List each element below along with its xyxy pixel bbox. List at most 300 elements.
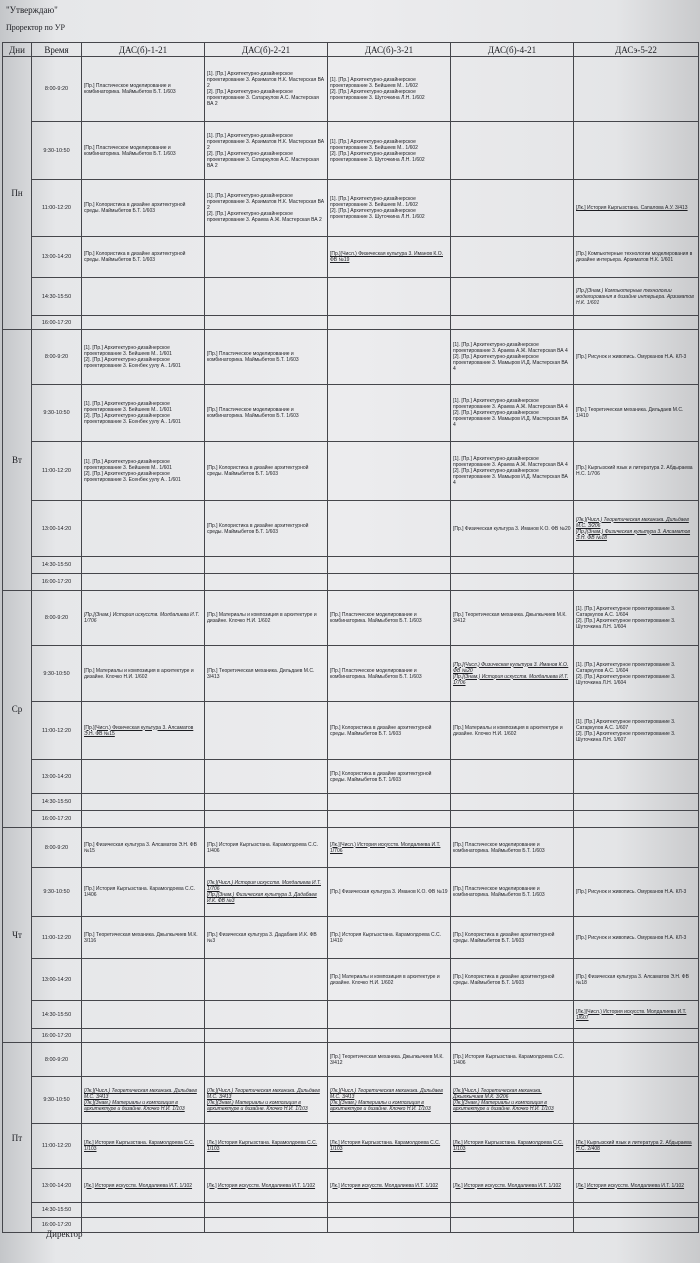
schedule-row (3, 180, 699, 237)
lesson-text: [1]. [Пр.] Архитектурно-дизайнерское проектирование 3. Бейшеев М.. 1/602 [2]. [Пр.] Архитектурно-дизайнерское проектирование 3. Шуточкина Л.Н. 1/602 (330, 196, 425, 220)
lesson-text: [1]. [Пр.] Архитектурно-дизайнерское проектирование 3. Бейшеев М.. 1/601 [2]. [Пр.] Архитектурно-дизайнерское проектирование 3. Есенбек уулу А.. 1/601 (84, 459, 181, 483)
lesson-text: [Пр.] Теоретическая механика. Джылкычиев М.К. 3/412 (330, 1053, 444, 1066)
lesson-text: [Лк.] История искусств. Молдалиева И.Т. 1/102 (576, 1182, 685, 1189)
lesson-text: [Лк.] История искусств. Молдалиева И.Т. 1/102 (330, 1182, 439, 1189)
group-header: ДАСэ-5-22 (574, 43, 699, 57)
time-cell: 11:00-12:20 (32, 180, 82, 237)
lesson-cell (328, 237, 451, 278)
lesson-text: [Лк.](Числ.) Теоретическая механика. Джылкычиев М.К. 3/206 [Лк.](Знам.) Материалы и композиция в архитектуре и дизайне. Клочко Н.И. 1/103 (453, 1088, 554, 1112)
lesson-cell (328, 557, 451, 574)
lesson-text: [Пр.] Физическая культура 3. Алсаматов Э.Н. ФВ №18 (576, 973, 689, 986)
lesson-text: [Пр.] Пластическое моделирование и комбинаторика. Маймыбетов Б.Т. 1/603 (453, 841, 545, 854)
lesson-cell (451, 828, 574, 868)
lesson-cell (328, 811, 451, 828)
lesson-cell (328, 828, 451, 868)
schedule-row (3, 1169, 699, 1203)
lesson-cell (574, 1203, 699, 1218)
lesson-cell (451, 794, 574, 811)
lesson-cell (451, 1169, 574, 1203)
lesson-text: [Лк.] История искусств. Молдалиева И.Т. 1/102 (207, 1182, 316, 1189)
schedule-row (3, 1001, 699, 1029)
lesson-cell (451, 591, 574, 646)
group-header: ДАС(б)-4-21 (451, 43, 574, 57)
lesson-text: [Пр.] Колористика в дизайне архитектурной среды. Маймыбетов Б.Т. 1/603 (330, 724, 432, 737)
lesson-cell (82, 237, 205, 278)
lesson-cell (205, 1124, 328, 1169)
lesson-text: [1]. [Пр.] Архитектурно-дизайнерское проектирование 3. Бейшеев М.. 1/601 [2]. [Пр.] Архитектурно-дизайнерское проектирование 3. Есенбек уулу А.. 1/601 (84, 401, 181, 425)
lesson-cell (451, 278, 574, 316)
lesson-cell (574, 278, 699, 316)
day-cell: Пн (3, 57, 32, 330)
lesson-cell (328, 442, 451, 501)
lesson-text: [Пр.] Пластическое моделирование и комбинаторика. Маймыбетов Б.Т. 1/603 (330, 667, 422, 680)
lesson-text: [Пр.] История Кыргызстана. Карамолдоева С.С. 1/406 (207, 841, 319, 854)
lesson-text: [Лк.] История Кыргызстана. Сапалова А.У. 3/413 (576, 205, 688, 211)
lesson-cell (205, 1077, 328, 1124)
group-header: ДАС(б)-1-21 (82, 43, 205, 57)
lesson-cell (574, 57, 699, 122)
lesson-text: [Пр.] Рисунок и живопись. Омурканов Н.А. КЛ-3 (576, 934, 687, 941)
lesson-text: [Пр.] Компьютерные технологии моделирования в дизайне интерьера. Арзиматов Н.К. 1/601 (576, 251, 693, 263)
lesson-cell (451, 1218, 574, 1233)
lesson-text: [Лк.](Числ.) Теоретическая механика. Дильдаев М.С. 3/206 [Пр.](Знам.) Физическая культура 3. Алсаматов Э.Н. ФВ №18 (576, 516, 691, 541)
lesson-text: [Лк.] Кыргызский язык и литература 2. Абдыраева Н.С. 2/408 (576, 1140, 692, 1152)
lesson-cell (451, 917, 574, 959)
lesson-text: [Пр.](Знам.) История искусств. Молдалиева И.Т. 1/706 (84, 612, 200, 624)
lesson-text: [Лк.](Числ.) Теоретическая механика. Дильдаев М.С. 3/413 [Лк.](Знам.) Материалы и композиция в архитектуре и дизайне. Клочко Н.И. 1/103 (84, 1088, 197, 1112)
lesson-text: [Пр.] Рисунок и живопись. Омурканов Н.А. КЛ-3 (576, 354, 687, 360)
lesson-text: [Лк.](Числ.) Теоретическая механика. Дильдаев М.С. 3/413 [Лк.](Знам.) Материалы и композиция в архитектуре и дизайне. Клочко Н.И. 1/103 (330, 1088, 443, 1112)
schedule-row (3, 828, 699, 868)
lesson-cell (205, 646, 328, 702)
lesson-text: [Пр.] Колористика в дизайне архитектурной среды. Маймыбетов Б.Т. 1/603 (453, 931, 555, 944)
time-cell: 16:00-17:20 (32, 316, 82, 330)
schedule-row (3, 959, 699, 1001)
lesson-cell (328, 501, 451, 557)
schedule-row (3, 316, 699, 330)
lesson-cell (205, 1169, 328, 1203)
lesson-cell (205, 760, 328, 794)
lesson-text: [Лк.](Числ.) История искусств. Молдалиева И.Т. 1/706 (330, 841, 441, 854)
lesson-cell (82, 122, 205, 180)
schedule-row (3, 760, 699, 794)
lesson-text: [Пр.] Материалы и композиция в архитектуре и дизайне. Клочко Н.И. 1/602 (84, 667, 194, 680)
lesson-cell (328, 122, 451, 180)
lesson-cell (328, 1029, 451, 1043)
lesson-cell (451, 811, 574, 828)
time-cell: 8:00-9:20 (32, 330, 82, 385)
lesson-cell (82, 57, 205, 122)
lesson-text: [Пр.] Пластическое моделирование и комбинаторика. Маймыбетов Б.Т. 1/603 (330, 612, 422, 624)
time-cell: 9:30-10:50 (32, 646, 82, 702)
time-cell: 16:00-17:20 (32, 574, 82, 591)
lesson-cell (451, 959, 574, 1001)
lesson-cell (82, 330, 205, 385)
schedule-row (3, 794, 699, 811)
lesson-text: [Пр.] Кыргызский язык и литература 2. Абдыраева Н.С. 1/706 (576, 465, 693, 477)
lesson-text: [1]. [Пр.] Архитектурное проектирование 3. Сатаркулов А.С. 1/604 [2]. [Пр.] Архитектурное проектирование 3. Шуточкина Л.Н. 1/604 (576, 661, 676, 686)
lesson-cell (574, 959, 699, 1001)
time-cell: 11:00-12:20 (32, 702, 82, 760)
schedule-row (3, 122, 699, 180)
lesson-cell (574, 501, 699, 557)
lesson-cell (82, 1203, 205, 1218)
approval-title: "Утверждаю" (6, 5, 58, 15)
lesson-cell (328, 316, 451, 330)
lesson-cell (205, 1029, 328, 1043)
lesson-cell (328, 959, 451, 1001)
lesson-cell (451, 442, 574, 501)
lesson-cell (451, 574, 574, 591)
lesson-cell (205, 917, 328, 959)
lesson-cell (205, 1001, 328, 1029)
schedule-row (3, 811, 699, 828)
lesson-cell (574, 1218, 699, 1233)
time-cell: 9:30-10:50 (32, 122, 82, 180)
lesson-cell (82, 702, 205, 760)
lesson-cell (205, 1218, 328, 1233)
lesson-cell (205, 278, 328, 316)
lesson-cell (328, 646, 451, 702)
time-cell: 14:30-15:50 (32, 794, 82, 811)
lesson-cell (574, 702, 699, 760)
lesson-cell (451, 1077, 574, 1124)
time-cell: 11:00-12:20 (32, 917, 82, 959)
lesson-cell (451, 501, 574, 557)
lesson-cell (574, 1124, 699, 1169)
lesson-cell (82, 760, 205, 794)
lesson-text: [Пр.](Числ.) Физическая культура 3. Иманов К.О. ФВ №19 (330, 251, 443, 263)
lesson-cell (574, 574, 699, 591)
lesson-text: [Пр.] Материалы и композиция в архитектуре и дизайне. Клочко Н.И. 1/602 (207, 612, 317, 624)
lesson-cell (451, 330, 574, 385)
lesson-text: [Пр.] Колористика в дизайне архитектурной среды. Маймыбетов Б.Т. 1/603 (207, 522, 309, 535)
schedule-row (3, 917, 699, 959)
lesson-text: [1]. [Пр.] Архитектурно-дизайнерское проектирование 3. Арзиматов Н.К. Мастерская ВА 2 [2]. [Пр.] Архитектурно-дизайнерское проектирование 3. Сатаркулов А.С. Мастерская ВА 2 (207, 132, 325, 169)
lesson-text: [1]. [Пр.] Архитектурно-дизайнерское проектирование 3. Араева А.Ж. Мастерская ВА 4 [2]. [Пр.] Архитектурно-дизайнерское проектирование 3. Мамыров И.Д. Мастерская ВА 4 (453, 398, 568, 428)
lesson-cell (451, 868, 574, 917)
time-cell: 13:00-14:20 (32, 760, 82, 794)
lesson-cell (82, 1124, 205, 1169)
lesson-cell (574, 1029, 699, 1043)
lesson-cell (82, 959, 205, 1001)
lesson-text: [Лк.] История искусств. Молдалиева И.Т. 1/102 (453, 1182, 562, 1189)
schedule-row (3, 442, 699, 501)
lesson-cell (574, 122, 699, 180)
lesson-text: [Пр.] Колористика в дизайне архитектурной среды. Маймыбетов Б.Т. 1/603 (84, 202, 186, 214)
lesson-text: [1]. [Пр.] Архитектурно-дизайнерское проектирование 3. Бейшеев М.. 1/602 [2]. [Пр.] Архитектурно-дизайнерское проектирование 3. Шуточкина Л.Н. 1/602 (330, 77, 425, 101)
time-cell: 9:30-10:50 (32, 868, 82, 917)
lesson-text: [Пр.] История Кыргызстана. Карамолдоева С.С. 1/406 (84, 886, 196, 898)
lesson-cell (451, 1124, 574, 1169)
time-cell: 13:00-14:20 (32, 1169, 82, 1203)
lesson-cell (574, 868, 699, 917)
lesson-text: [Лк.](Числ.) Теоретическая механика. Дильдаев М.С. 3/413 [Лк.](Знам.) Материалы и композиция в архитектуре и дизайне. Клочко Н.И. 1/103 (207, 1088, 320, 1112)
lesson-cell (205, 557, 328, 574)
time-cell: 14:30-15:50 (32, 557, 82, 574)
lesson-cell (574, 316, 699, 330)
schedule-row (3, 1203, 699, 1218)
lesson-text: [1]. [Пр.] Архитектурно-дизайнерское проектирование 3. Араева А.Ж. Мастерская ВА 4 [2]. [Пр.] Архитектурно-дизайнерское проектирование 3. Мамыров И.Д. Мастерская ВА 4 (453, 456, 568, 486)
lesson-cell (574, 557, 699, 574)
time-cell: 13:00-14:20 (32, 959, 82, 1001)
lesson-cell (82, 442, 205, 501)
lesson-text: [Пр.] Физическая культура 3. Иманов К.О. ФВ №20 (453, 525, 571, 532)
lesson-cell (205, 122, 328, 180)
schedule-row (3, 1029, 699, 1043)
lesson-text: [Пр.] Пластическое моделирование и комбинаторика. Маймыбетов Б.Т. 1/603 (207, 351, 299, 363)
time-cell: 8:00-9:20 (32, 1043, 82, 1077)
lesson-text: [Пр.] Колористика в дизайне архитектурной среды. Маймыбетов Б.Т. 1/603 (453, 973, 555, 986)
time-cell: 14:30-15:50 (32, 278, 82, 316)
lesson-cell (328, 760, 451, 794)
lesson-text: [1]. [Пр.] Архитектурное проектирование 3. Сатаркулов А.С. 1/607 [2]. [Пр.] Архитектурное проектирование 3. Шуточкина Л.Н. 1/607 (576, 718, 676, 743)
lesson-text: [Пр.] Физическая культура 3. Алсаматов Э.Н. ФВ №15 (84, 841, 197, 854)
lesson-cell (451, 180, 574, 237)
lesson-text: [Пр.] Теоретическая механика. Дильдаев М.С. 1/410 (576, 407, 684, 419)
lesson-text: [Пр.](Числ.) Физическая культура 3. Иманов К.О. ФВ №20 [Пр.](Знам.) История искусств. Молдалиева И.Т. 1/706 (453, 661, 569, 686)
lesson-text: [Лк.](Числ.) История искусств. Молдалиева И.Т. 1/607 (576, 1008, 687, 1021)
lesson-cell (205, 702, 328, 760)
lesson-cell (328, 278, 451, 316)
schedule-row (3, 574, 699, 591)
lesson-text: [Лк.] История Кыргызстана. Карамолдоева С.С. 1/103 (207, 1140, 318, 1152)
lesson-cell (574, 330, 699, 385)
lesson-cell (82, 828, 205, 868)
lesson-cell (574, 591, 699, 646)
lesson-text: [Пр.] Материалы и композиция в архитектуре и дизайне. Клочко Н.И. 1/602 (453, 724, 563, 737)
lesson-cell (205, 574, 328, 591)
lesson-cell (328, 574, 451, 591)
lesson-cell (82, 1218, 205, 1233)
lesson-cell (328, 794, 451, 811)
schedule-row (3, 1218, 699, 1233)
lesson-cell (205, 794, 328, 811)
lesson-text: [Пр.] Пластическое моделирование и комбинаторика. Маймыбетов Б.Т. 1/603 (453, 886, 545, 898)
lesson-cell (328, 1001, 451, 1029)
time-cell: 13:00-14:20 (32, 237, 82, 278)
lesson-cell (574, 794, 699, 811)
lesson-text: [Пр.] История Кыргызстана. Карамолдоева С.С. 1/410 (330, 931, 442, 944)
lesson-cell (82, 1077, 205, 1124)
lesson-cell (574, 180, 699, 237)
lesson-text: [Пр.] Колористика в дизайне архитектурной среды. Маймыбетов Б.Т. 1/603 (330, 770, 432, 783)
lesson-cell (328, 385, 451, 442)
lesson-cell (82, 501, 205, 557)
lesson-cell (328, 591, 451, 646)
lesson-cell (82, 1029, 205, 1043)
lesson-cell (574, 1077, 699, 1124)
lesson-cell (451, 760, 574, 794)
time-cell: 11:00-12:20 (32, 442, 82, 501)
lesson-cell (574, 442, 699, 501)
day-cell: Ср (3, 591, 32, 828)
header-row (3, 43, 699, 57)
lesson-cell (574, 1001, 699, 1029)
lesson-cell (82, 811, 205, 828)
time-cell: 13:00-14:20 (32, 501, 82, 557)
lesson-cell (451, 1203, 574, 1218)
lesson-cell (82, 278, 205, 316)
lesson-text: [Пр.] Теоретическая механика. Джылкычиев М.К. 3/412 (453, 612, 567, 624)
lesson-text: [Лк.] История искусств. Молдалиева И.Т. 1/102 (84, 1182, 193, 1189)
lesson-cell (205, 828, 328, 868)
lesson-cell (574, 760, 699, 794)
lesson-cell (451, 1029, 574, 1043)
lesson-cell (82, 1169, 205, 1203)
schedule-row (3, 385, 699, 442)
lesson-text: [1]. [Пр.] Архитектурно-дизайнерское проектирование 3. Бейшеев М.. 1/601 [2]. [Пр.] Архитектурно-дизайнерское проектирование 3. Есенбек уулу А.. 1/601 (84, 345, 181, 369)
lesson-cell (451, 1043, 574, 1077)
lesson-text: [1]. [Пр.] Архитектурное проектирование 3. Сатаркулов А.С. 1/604 [2]. [Пр.] Архитектурное проектирование 3. Шуточкина Л.Н. 1/604 (576, 606, 676, 630)
time-cell: 9:30-10:50 (32, 1077, 82, 1124)
lesson-cell (328, 868, 451, 917)
lesson-text: [Пр.] Физическая культура 3. Дадабаев И.К. ФВ №3 (207, 931, 317, 944)
lesson-text: [1]. [Пр.] Архитектурно-дизайнерское проектирование 3. Бейшеев М.. 1/602 [2]. [Пр.] Архитектурно-дизайнерское проектирование 3. Шуточкина Л.Н. 1/602 (330, 138, 425, 163)
schedule-row (3, 591, 699, 646)
lesson-cell (205, 591, 328, 646)
lesson-text: [1]. [Пр.] Архитектурно-дизайнерское проектирование 3. Араева А.Ж. Мастерская ВА 4 [2]. [Пр.] Архитектурно-дизайнерское проектирование 3. Мамыров И.Д. Мастерская ВА 4 (453, 342, 568, 372)
lesson-text: [Пр.] Физическая культура 3. Иманов К.О. ФВ №19 (330, 889, 448, 895)
lesson-cell (328, 1077, 451, 1124)
time-cell: 14:30-15:50 (32, 1001, 82, 1029)
schedule-row (3, 1077, 699, 1124)
lesson-cell (205, 868, 328, 917)
lesson-cell (205, 330, 328, 385)
lesson-cell (574, 917, 699, 959)
director-label: Директор (46, 1229, 83, 1239)
lesson-cell (82, 591, 205, 646)
schedule-row (3, 557, 699, 574)
schedule-row (3, 501, 699, 557)
days-header: Дни (3, 43, 32, 57)
time-cell: 16:00-17:20 (32, 1218, 82, 1233)
lesson-text: [Лк.] История Кыргызстана. Карамолдоева С.С. 1/103 (84, 1140, 195, 1152)
lesson-cell (205, 811, 328, 828)
lesson-cell (451, 122, 574, 180)
day-cell: Вт (3, 330, 32, 591)
lesson-cell (451, 237, 574, 278)
lesson-cell (328, 180, 451, 237)
lesson-text: [Пр.] Теоретическая механика. Джылкычиев М.К. 3/116 (84, 931, 198, 944)
lesson-text: [Пр.] История Кыргызстана. Карамолдоева С.С. 1/406 (453, 1053, 565, 1066)
schedule-row (3, 702, 699, 760)
time-cell: 8:00-9:20 (32, 591, 82, 646)
lesson-cell (328, 702, 451, 760)
lesson-text: [1]. [Пр.] Архитектурно-дизайнерское проектирование 3. Арзиматов Н.К. Мастерская ВА 2 [2]. [Пр.] Архитектурно-дизайнерское проектирование 3. Сатаркулов А.С. Мастерская ВА 2 (207, 71, 325, 107)
lesson-cell (82, 180, 205, 237)
lesson-text: [Лк.] История Кыргызстана. Карамолдоева С.С. 1/103 (453, 1140, 564, 1152)
schedule-table (2, 42, 699, 1233)
lesson-cell (328, 1203, 451, 1218)
prorector-label: Проректор по УР (6, 23, 65, 32)
lesson-cell (328, 1043, 451, 1077)
time-cell: 11:00-12:20 (32, 1124, 82, 1169)
lesson-cell (82, 794, 205, 811)
lesson-text: [Пр.](Знам.) Компьютерные технологии моделирования в дизайне интерьера. Арзиматов Н.К. 1/601 (576, 287, 694, 306)
lesson-cell (328, 1218, 451, 1233)
lesson-text: [Лк.] История Кыргызстана. Карамолдоева С.С. 1/103 (330, 1140, 441, 1152)
time-cell: 14:30-15:50 (32, 1203, 82, 1218)
lesson-cell (205, 501, 328, 557)
lesson-cell (205, 1043, 328, 1077)
lesson-cell (451, 702, 574, 760)
lesson-cell (82, 917, 205, 959)
day-cell: Чт (3, 828, 32, 1043)
time-cell: 16:00-17:20 (32, 1029, 82, 1043)
lesson-cell (328, 57, 451, 122)
lesson-text: [Пр.] Колористика в дизайне архитектурной среды. Маймыбетов Б.Т. 1/603 (207, 465, 309, 477)
lesson-cell (82, 1001, 205, 1029)
lesson-text: [Пр.](Числ.) Физическая культура 3. Алсаматов Э.Н. ФВ №15 (84, 724, 194, 737)
lesson-cell (451, 557, 574, 574)
lesson-cell (82, 574, 205, 591)
lesson-cell (205, 385, 328, 442)
time-cell: 8:00-9:20 (32, 828, 82, 868)
schedule-row (3, 237, 699, 278)
day-cell: Пт (3, 1043, 32, 1233)
lesson-cell (328, 1124, 451, 1169)
lesson-text: [Пр.] Пластическое моделирование и комбинаторика. Маймыбетов Б.Т. 1/603 (84, 83, 176, 95)
lesson-cell (82, 385, 205, 442)
lesson-text: [Пр.] Колористика в дизайне архитектурной среды. Маймыбетов Б.Т. 1/603 (84, 251, 186, 263)
lesson-cell (205, 959, 328, 1001)
lesson-cell (574, 811, 699, 828)
lesson-cell (82, 646, 205, 702)
schedule-row (3, 868, 699, 917)
lesson-cell (574, 1043, 699, 1077)
schedule-row (3, 278, 699, 316)
lesson-cell (451, 316, 574, 330)
lesson-cell (205, 442, 328, 501)
lesson-cell (451, 1001, 574, 1029)
lesson-text: [Пр.] Пластическое моделирование и комбинаторика. Маймыбетов Б.Т. 1/603 (207, 407, 299, 419)
schedule-row (3, 646, 699, 702)
schedule-row (3, 330, 699, 385)
schedule-row (3, 1124, 699, 1169)
time-cell: 8:00-9:20 (32, 57, 82, 122)
lesson-cell (328, 330, 451, 385)
lesson-text: [Лк.](Числ.) История искусств. Молдалиева И.Т. 1/706 [Пр.](Знам.) Физическая культура 3. Дадабаев И.К. ФВ №3 (207, 880, 321, 904)
lesson-cell (328, 1169, 451, 1203)
time-header: Время (32, 43, 82, 57)
lesson-text: [Пр.] Рисунок и живопись. Омурканов Н.А. КЛ-3 (576, 889, 687, 895)
lesson-cell (205, 57, 328, 122)
lesson-cell (82, 557, 205, 574)
lesson-cell (205, 1203, 328, 1218)
lesson-cell (451, 385, 574, 442)
lesson-text: [Пр.] Пластическое моделирование и комбинаторика. Маймыбетов Б.Т. 1/603 (84, 144, 176, 157)
lesson-cell (574, 385, 699, 442)
lesson-cell (451, 57, 574, 122)
lesson-cell (205, 237, 328, 278)
group-header: ДАС(б)-3-21 (328, 43, 451, 57)
lesson-cell (574, 237, 699, 278)
group-header: ДАС(б)-2-21 (205, 43, 328, 57)
schedule-row (3, 1043, 699, 1077)
lesson-cell (451, 646, 574, 702)
lesson-cell (82, 1043, 205, 1077)
lesson-cell (82, 316, 205, 330)
lesson-cell (82, 868, 205, 917)
lesson-text: [Пр.] Теоретическая механика. Дильдаев М.С. 3/413 (207, 667, 315, 680)
lesson-cell (328, 917, 451, 959)
lesson-text: [Пр.] Материалы и композиция в архитектуре и дизайне. Клочко Н.И. 1/602 (330, 973, 440, 986)
lesson-cell (205, 316, 328, 330)
time-cell: 16:00-17:20 (32, 811, 82, 828)
time-cell: 9:30-10:50 (32, 385, 82, 442)
lesson-text: [1]. [Пр.] Архитектурно-дизайнерское проектирование 3. Арзиматов Н.К. Мастерская ВА 2 [2]. [Пр.] Архитектурно-дизайнерское проектирование 3. Араева А.Ж. Мастерская ВА 2 (207, 193, 325, 223)
